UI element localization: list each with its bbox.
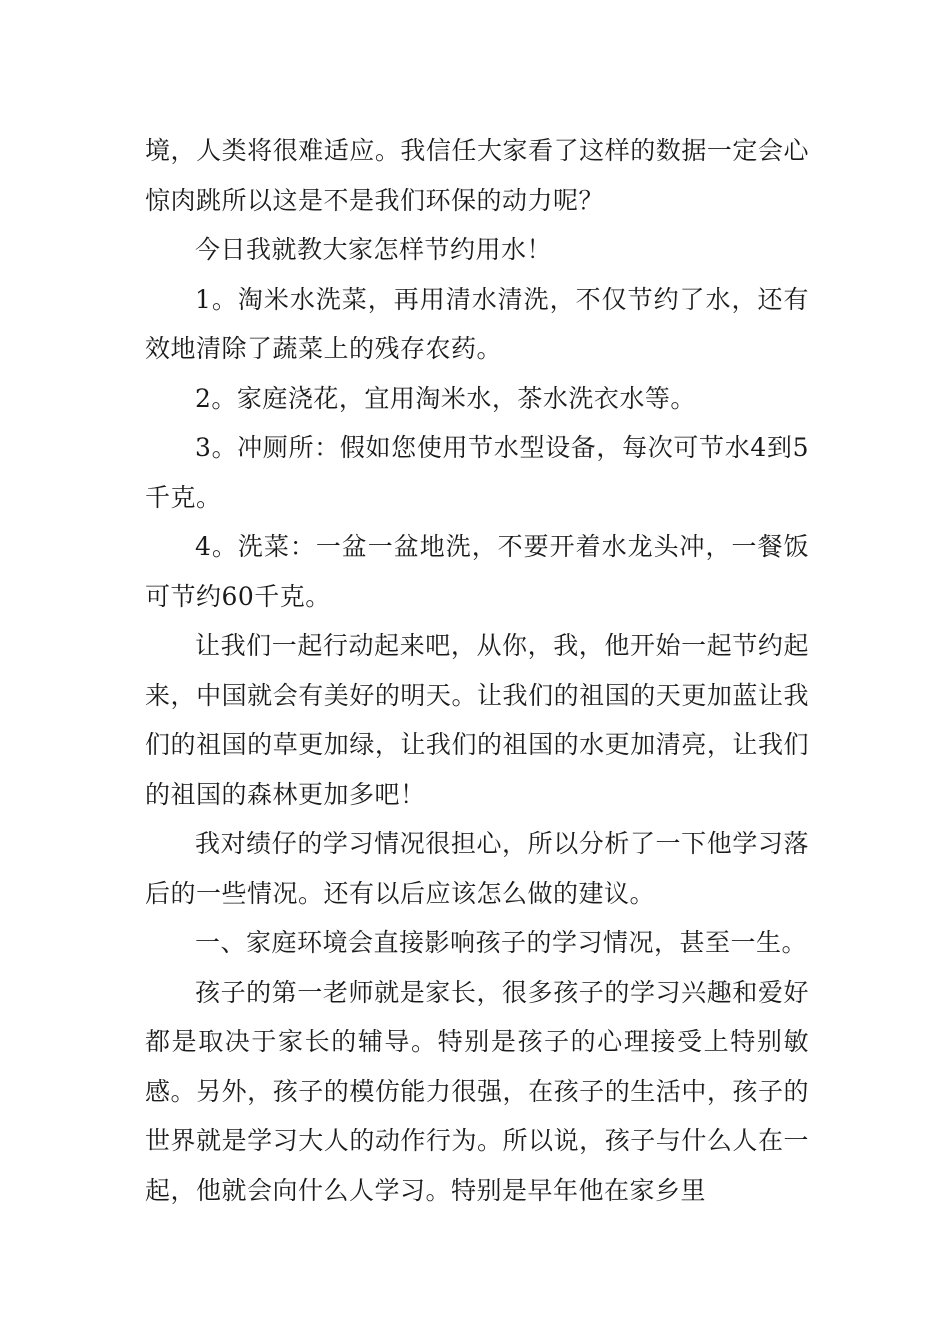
paragraph-intro-water-saving: 今日我就教大家怎样节约用水！ [195,235,553,264]
paragraph-parents-role: 孩子的第一老师就是家长，很多孩子的学习兴趣和爱好都是取决于家长的辅导。特别是孩子的心理接受上特别敏感。另外，孩子的模仿能力很强，在孩子的生活中，孩子的世界就是学习大人的动作行为。所以说，孩子与什么人在一起，他就会向什么人学习。特别是早年他在家乡里 [145,977,809,1205]
paragraph-tip-4: 4。洗菜：一盆一盆地洗，不要开着水龙头冲，一餐饭可节约60千克。 [145,532,809,611]
document-body [145,126,809,1215]
paragraph-continuation: 境，人类将很难适应。我信任大家看了这样的数据一定会心惊肉跳所以这是不是我们环保的动力呢？ [145,136,809,215]
paragraph-tip-1: 1。淘米水洗菜，再用清水清洗，不仅节约了水，还有效地清除了蔬菜上的残存农药。 [145,284,809,363]
paragraph-study-concern: 我对绩仔的学习情况很担心，所以分析了一下他学习落后的一些情况。还有以后应该怎么做的建议。 [145,829,809,908]
paragraph-call-to-action: 让我们一起行动起来吧，从你，我，他开始一起节约起来，中国就会有美好的明天。让我们的祖国的天更加蓝让我们的祖国的草更加绿，让我们的祖国的水更加清亮，让我们的祖国的森林更加多吧！ [145,631,809,809]
paragraph-section-heading: 一、家庭环境会直接影响孩子的学习情况，甚至一生。 [195,928,808,957]
paragraph-tip-2: 2。家庭浇花，宜用淘米水，茶水洗衣水等。 [195,383,696,413]
paragraph-tip-3: 3。冲厕所：假如您使用节水型设备，每次可节水4到5千克。 [145,433,809,512]
